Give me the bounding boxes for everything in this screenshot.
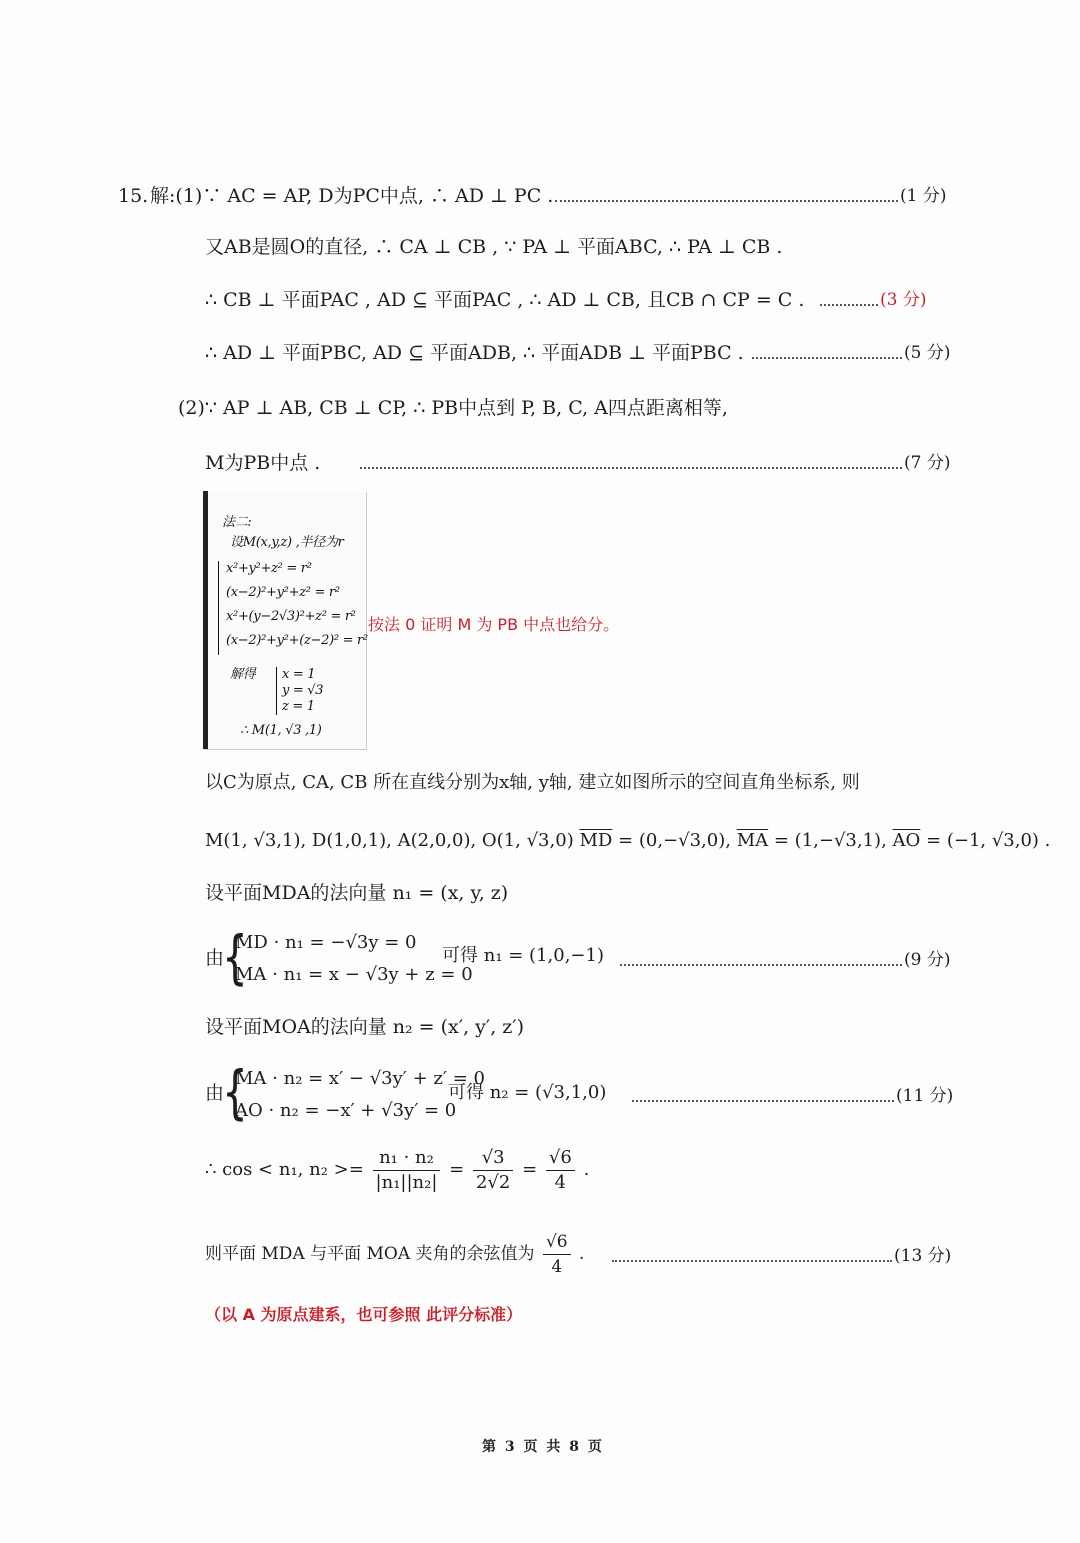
period: .: [579, 1244, 585, 1264]
frac-num: √6: [543, 1230, 571, 1255]
score-leader: [612, 1260, 892, 1262]
hand-line: ∴ M(1, √3 ,1): [240, 723, 322, 738]
system1-brace: {: [222, 923, 248, 991]
vector-md: $\overline{MD}$: [579, 830, 613, 851]
score-leader: [555, 200, 898, 202]
cosine-lhs: ∴ cos < n₁, n₂ >=: [205, 1159, 364, 1180]
vector-md-value: = (0,−√3,0),: [612, 830, 731, 851]
conclusion-fraction: [543, 1230, 571, 1279]
conclusion-text: 则平面 MDA 与平面 MOA 夹角的余弦值为: [205, 1244, 535, 1264]
system2-you: 由: [205, 1082, 225, 1104]
frac-num: √6: [546, 1146, 575, 1171]
system2-result: 可得 n₂ = (√3,1,0): [448, 1082, 607, 1103]
score-leader: [632, 1100, 894, 1102]
vector-ma: $\overline{MA}$: [736, 830, 769, 851]
score-leader: [360, 467, 902, 469]
frac-den: 2√2: [475, 1171, 511, 1193]
hand-line: 法二:: [222, 515, 252, 530]
frac-den: 4: [554, 1171, 567, 1193]
score-11: (11 分): [896, 1086, 954, 1106]
system1-you: 由: [205, 947, 225, 969]
system2-brace: {: [222, 1058, 248, 1126]
page-footer: 第 3 页 共 8 页: [482, 1439, 604, 1455]
conclusion-line: [205, 1226, 584, 1282]
points-vectors-line: [205, 828, 1050, 854]
hand-line: x = 1: [282, 667, 316, 682]
solution-line-7: 以C为原点, CA, CB 所在直线分别为x轴, y轴, 建立如图所示的空间直角坐标系, 则: [205, 772, 860, 793]
equals: =: [522, 1159, 538, 1180]
vector-ao-value: = (−1, √3,0) .: [920, 830, 1051, 851]
system2-eq-a: MA · n₂ = x′ − √3y′ + z′ = 0: [235, 1068, 485, 1089]
cosine-fraction-1: [373, 1146, 441, 1195]
score-9: (9 分): [904, 950, 951, 970]
score-3: (3 分): [880, 290, 927, 310]
score-leader: [820, 304, 878, 306]
points: M(1, √3,1), D(1,0,1), A(2,0,0), O(1, √3,0): [205, 830, 574, 851]
cosine-line: [205, 1140, 589, 1200]
solution-line-1: 解:(1)∵ AC = AP, D为PC中点, ∴ AD ⊥ PC .: [150, 185, 554, 207]
hand-line: (x−2)²+y²+(z−2)² = r²: [226, 633, 368, 648]
solution-line-6: M为PB中点 .: [205, 452, 321, 474]
normal1-intro: 设平面MDA的法向量 n₁ = (x, y, z): [205, 882, 509, 904]
vector-ao: $\overline{AO}$: [892, 830, 921, 851]
method-note: 按法 0 证明 M 为 PB 中点也给分。: [368, 615, 620, 634]
system1-result: 可得 n₁ = (1,0,−1): [442, 945, 604, 966]
frac-den: 4: [551, 1257, 563, 1277]
system1-eq-b: MA · n₁ = x − √3y + z = 0: [235, 964, 473, 985]
system2-eq-b: AO · n₂ = −x′ + √3y′ = 0: [235, 1100, 457, 1121]
score-1: (1 分): [900, 186, 947, 206]
hand-line: (x−2)²+y²+z² = r²: [226, 585, 340, 600]
solution-line-2: 又AB是圆O的直径, ∴ CA ⊥ CB , ∵ PA ⊥ 平面ABC, ∴ PA ⊥ CB .: [205, 236, 783, 258]
hand-line: 解得: [230, 667, 256, 682]
hand-line: z = 1: [282, 699, 315, 714]
normal2-intro: 设平面MOA的法向量 n₂ = (x′, y′, z′): [205, 1016, 525, 1038]
equals: =: [449, 1159, 465, 1180]
system-brace: [218, 561, 222, 655]
solution-line-4: ∴ AD ⊥ 平面PBC, AD ⊆ 平面ADB, ∴ 平面ADB ⊥ 平面PBC .: [205, 342, 744, 364]
hand-line: x²+y²+z² = r²: [226, 561, 312, 576]
vector-ma-value: = (1,−√3,1),: [768, 830, 887, 851]
alternative-note: （以 A 为原点建系，也可参照 此评分标准）: [205, 1305, 523, 1324]
solution-line-3: ∴ CB ⊥ 平面PAC , AD ⊆ 平面PAC , ∴ AD ⊥ CB, 且CB ∩ CP = C .: [205, 289, 805, 311]
period: .: [583, 1159, 590, 1180]
hand-line: y = √3: [282, 683, 324, 698]
handwritten-method-note: [203, 491, 366, 749]
hand-line: 设M(x,y,z) ,半径为r: [230, 535, 344, 550]
problem-number: 15.: [118, 185, 149, 207]
score-leader: [752, 357, 902, 359]
score-5: (5 分): [904, 343, 951, 363]
score-leader: [620, 964, 902, 966]
hand-line: x²+(y−2√3)²+z² = r²: [226, 609, 356, 624]
score-7: (7 分): [904, 453, 951, 473]
cosine-fraction-3: [546, 1146, 575, 1195]
cosine-fraction-2: [473, 1146, 513, 1195]
frac-num: √3: [473, 1146, 513, 1171]
frac-den: |n₁||n₂|: [375, 1171, 438, 1193]
solution-brace: [276, 667, 280, 715]
solution-line-5: (2)∵ AP ⊥ AB, CB ⊥ CP, ∴ PB中点到 P, B, C, A四点距离相等,: [178, 397, 728, 419]
system1-eq-a: MD · n₁ = −√3y = 0: [235, 932, 417, 953]
frac-num: n₁ · n₂: [373, 1146, 441, 1171]
score-13: (13 分): [894, 1246, 952, 1266]
